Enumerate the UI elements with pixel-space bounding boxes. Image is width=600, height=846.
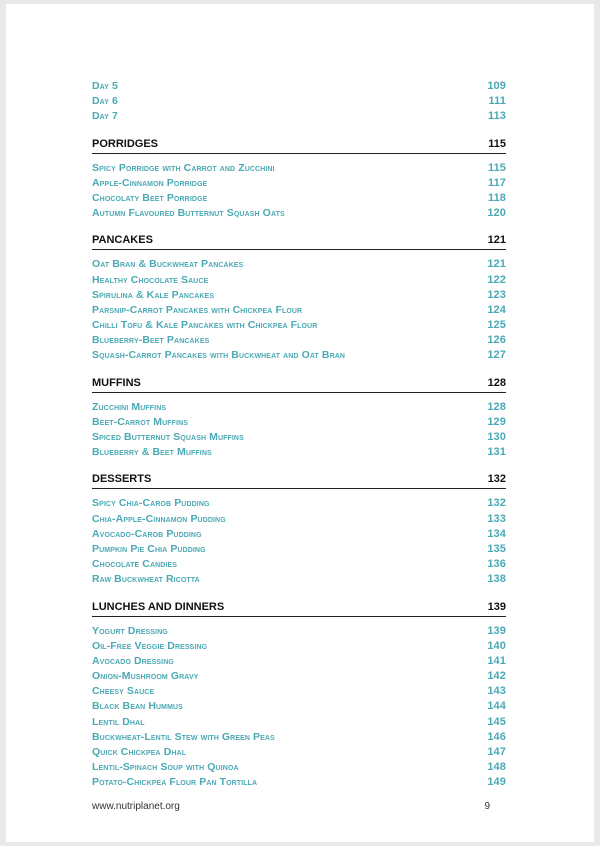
entry-title: Day 6	[92, 95, 118, 108]
entry-page-number: 125	[487, 319, 506, 332]
section-page-number: 128	[487, 376, 506, 389]
entry-page-number: 133	[487, 512, 506, 525]
entry-page-number: 115	[487, 161, 506, 174]
section-page-number: 132	[487, 473, 506, 486]
entry-title: Healthy Chocolate Sauce	[92, 273, 209, 286]
entry-page-number: 113	[487, 110, 506, 123]
toc-entry[interactable]	[92, 654, 506, 669]
entry-title: Spicy Chia-Carob Pudding	[92, 497, 210, 510]
entry-title: Squash-Carrot Pancakes with Buckwheat and Oat Bran	[92, 349, 346, 362]
toc-entry[interactable]	[92, 303, 506, 318]
entry-page-number: 120	[487, 207, 506, 220]
toc-entry[interactable]	[92, 94, 506, 109]
entry-title: Potato-Chickpea Flour Pan Tortilla	[92, 776, 258, 789]
section-page-number: 121	[487, 234, 506, 247]
toc-entry[interactable]	[92, 109, 506, 124]
footer-page-number: 9	[484, 801, 490, 812]
entry-title: Day 7	[92, 110, 118, 123]
toc-entry[interactable]	[92, 624, 506, 639]
toc-entry[interactable]	[92, 760, 506, 775]
toc-entry[interactable]	[92, 527, 506, 542]
entry-page-number: 121	[487, 258, 506, 271]
section-heading[interactable]	[92, 470, 506, 489]
section-heading[interactable]	[92, 374, 506, 393]
entry-page-number: 122	[487, 273, 506, 286]
entry-title: Beet-Carrot Muffins	[92, 415, 189, 428]
entry-page-number: 147	[487, 746, 506, 758]
toc-entry[interactable]	[92, 191, 506, 206]
entry-title: Oil-Free Veggie Dressing	[92, 639, 208, 652]
entry-title: Spiced Butternut Squash Muffins	[92, 431, 244, 443]
entry-title: Zucchini Muffins	[92, 400, 167, 413]
entry-page-number: 138	[487, 573, 506, 586]
toc-entry[interactable]	[92, 161, 506, 176]
table-of-contents	[92, 79, 506, 791]
toc-entry[interactable]	[92, 669, 506, 684]
toc-entry[interactable]	[92, 715, 506, 730]
entry-title: Parsnip-Carrot Pancakes with Chickpea Flour	[92, 303, 303, 316]
section-heading[interactable]	[92, 135, 506, 154]
toc-entry[interactable]	[92, 176, 506, 191]
toc-entry[interactable]	[92, 557, 506, 572]
entry-title: Day 5	[92, 80, 118, 92]
entry-title: Chia-Apple-Cinnamon Pudding	[92, 512, 226, 525]
document-page	[6, 4, 594, 842]
toc-entry[interactable]	[92, 79, 506, 94]
section-title: DESSERTS	[92, 473, 152, 486]
entry-title: Chilli Tofu & Kale Pancakes with Chickpea Flour	[92, 319, 318, 332]
entry-title: Buckwheat-Lentil Stew with Green Peas	[92, 730, 275, 743]
entry-title: Black Bean Hummus	[92, 700, 183, 713]
entry-title: Lentil-Spinach Soup with Quinoa	[92, 761, 239, 774]
toc-entry[interactable]	[92, 639, 506, 654]
entry-page-number: 134	[487, 527, 506, 540]
entry-page-number: 124	[487, 303, 506, 316]
toc-entry[interactable]	[92, 273, 506, 288]
entry-page-number: 148	[487, 761, 506, 774]
entry-title: Lentil Dhal	[92, 715, 145, 728]
toc-entry[interactable]	[92, 572, 506, 587]
section-heading[interactable]	[92, 598, 506, 617]
entry-page-number: 118	[487, 191, 506, 204]
section-title: LUNCHES AND DINNERS	[92, 600, 225, 613]
entry-page-number: 144	[487, 700, 506, 713]
entry-title: Quick Chickpea Dhal	[92, 746, 187, 758]
entry-title: Chocolaty Beet Porridge	[92, 191, 208, 204]
page-footer	[92, 801, 490, 812]
toc-entry[interactable]	[92, 257, 506, 272]
entry-page-number: 140	[487, 639, 506, 652]
entry-page-number: 129	[487, 415, 506, 428]
entry-page-number: 139	[487, 624, 506, 637]
entry-title: Cheesy Sauce	[92, 685, 155, 698]
entry-title: Chocolate Candies	[92, 558, 177, 571]
entry-page-number: 109	[487, 80, 506, 92]
toc-entry[interactable]	[92, 333, 506, 348]
entry-page-number: 127	[487, 349, 506, 362]
toc-entry[interactable]	[92, 542, 506, 557]
toc-entry[interactable]	[92, 430, 506, 445]
entry-title: Apple-Cinnamon Porridge	[92, 176, 208, 189]
toc-entry[interactable]	[92, 445, 506, 460]
toc-entry[interactable]	[92, 318, 506, 333]
toc-entry[interactable]	[92, 745, 506, 760]
entry-page-number: 146	[487, 730, 506, 743]
entry-page-number: 136	[487, 558, 506, 571]
toc-entry[interactable]	[92, 496, 506, 511]
entry-page-number: 143	[487, 685, 506, 698]
entry-page-number: 123	[487, 288, 506, 301]
entry-title: Oat Bran & Buckwheat Pancakes	[92, 258, 244, 271]
entry-page-number: 145	[487, 715, 506, 728]
entry-title: Autumn Flavoured Butternut Squash Oats	[92, 207, 285, 220]
toc-entry[interactable]	[92, 400, 506, 415]
entry-title: Spicy Porridge with Carrot and Zucchini	[92, 161, 275, 174]
entry-title: Blueberry-Beet Pancakes	[92, 334, 210, 347]
section-page-number: 115	[488, 137, 506, 150]
section-page-number: 139	[487, 600, 506, 613]
footer-website: www.nutriplanet.org	[92, 801, 180, 812]
entry-page-number: 131	[487, 446, 506, 459]
entry-page-number: 111	[488, 95, 506, 108]
toc-entry[interactable]	[92, 348, 506, 363]
entry-page-number: 132	[487, 497, 506, 510]
toc-entry[interactable]	[92, 684, 506, 699]
entry-page-number: 142	[487, 670, 506, 683]
entry-page-number: 130	[487, 431, 506, 443]
toc-entry[interactable]	[92, 730, 506, 745]
entry-title: Spirulina & Kale Pancakes	[92, 288, 215, 301]
section-heading[interactable]	[92, 231, 506, 250]
entry-page-number: 149	[487, 776, 506, 789]
entry-title: Onion-Mushroom Gravy	[92, 670, 199, 683]
entry-title: Pumpkin Pie Chia Pudding	[92, 542, 206, 555]
toc-entry[interactable]	[92, 512, 506, 527]
entry-page-number: 126	[487, 334, 506, 347]
entry-page-number: 128	[487, 400, 506, 413]
section-title: MUFFINS	[92, 376, 141, 389]
entry-title: Blueberry & Beet Muffins	[92, 446, 212, 459]
toc-entry[interactable]	[92, 699, 506, 714]
entry-title: Avocado Dressing	[92, 654, 174, 667]
entry-page-number: 117	[487, 176, 506, 189]
toc-entry[interactable]	[92, 288, 506, 303]
entry-page-number: 135	[487, 542, 506, 555]
toc-entry[interactable]	[92, 206, 506, 221]
entry-title: Yogurt Dressing	[92, 624, 168, 637]
toc-entry[interactable]	[92, 415, 506, 430]
entry-page-number: 141	[487, 654, 506, 667]
toc-entry[interactable]	[92, 775, 506, 790]
section-title: PANCAKES	[92, 234, 153, 247]
entry-title: Raw Buckwheat Ricotta	[92, 573, 200, 586]
section-title: PORRIDGES	[92, 137, 159, 150]
entry-title: Avocado-Carob Pudding	[92, 527, 202, 540]
